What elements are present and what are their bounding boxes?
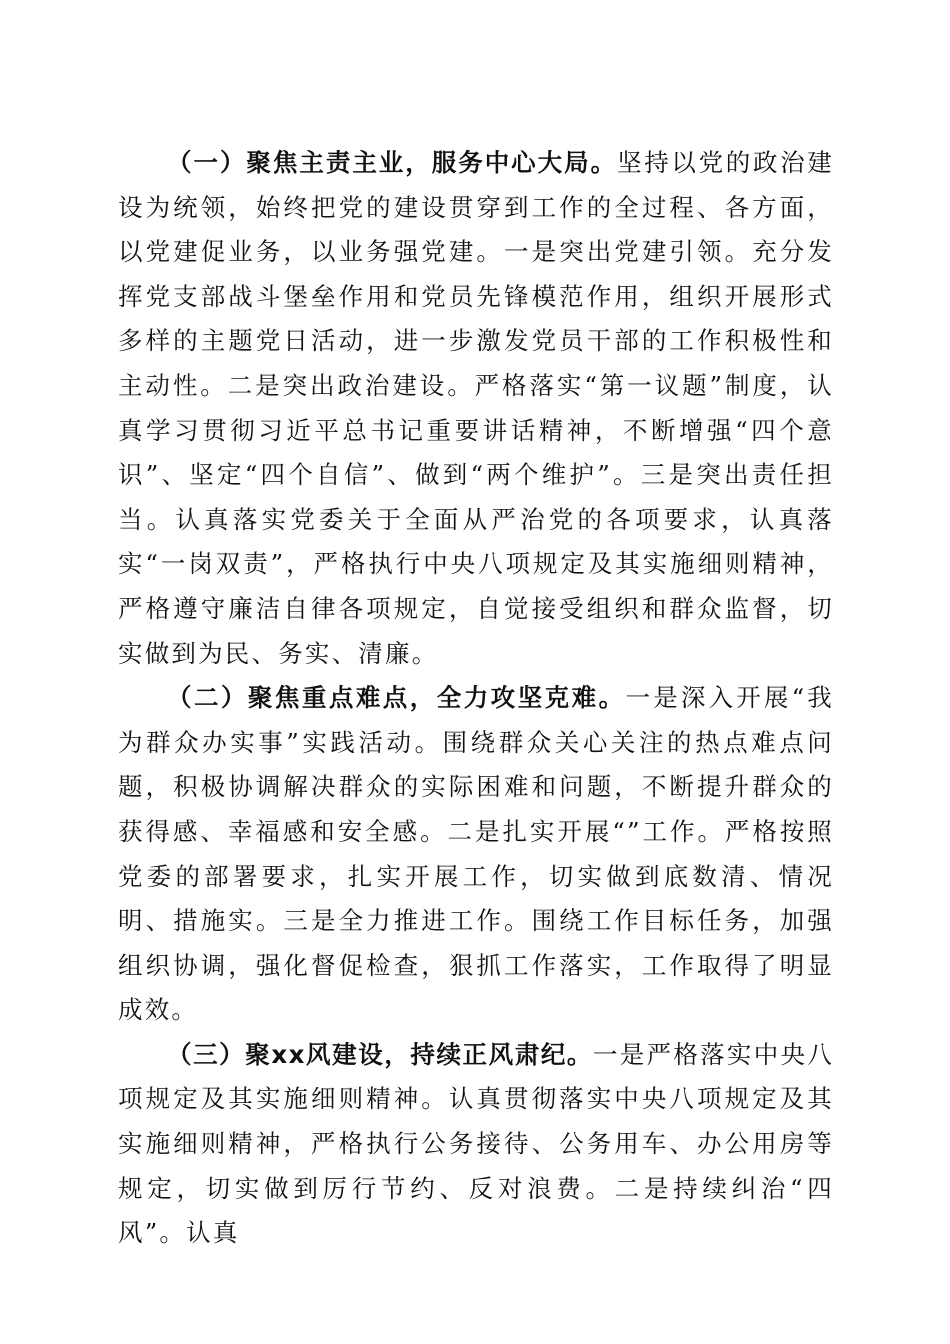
paragraph-2-heading: （二）聚焦重点难点，全力攻坚克难。	[167, 683, 626, 713]
document-body	[118, 141, 834, 1256]
paragraph-3-text: 一是严格落实中央八项规定及其实施细则精神。认真贯彻落实中央八项规定及其实施细则精神，严格执行公务接待、公务用车、办公用房等规定，切实做到厉行节约、反对浪费。二是持续纠治“四风”。认真	[118, 1039, 834, 1248]
paragraph-3	[118, 1033, 834, 1256]
paragraph-2	[118, 676, 834, 1033]
paragraph-3-heading: （三）聚xx风建设，持续正风肃纪。	[167, 1039, 593, 1069]
paragraph-2-text: 一是深入开展“我为群众办实事”实践活动。围绕群众关心关注的热点难点问题，积极协调解决群众的实际困难和问题，不断提升群众的获得感、幸福感和安全感。二是扎实开展“”工作。严格按照党委的部署要求，扎实开展工作，切实做到底数清、情况明、措施实。三是全力推进工作。围绕工作目标任务，加强组织协调，强化督促检查，狠抓工作落实，工作取得了明显成效。	[118, 683, 835, 1025]
paragraph-1-heading: （一）聚焦主责主业，服务中心大局。	[167, 148, 618, 177]
paragraph-1-text: 坚持以党的政治建设为统领，始终把党的建设贯穿到工作的全过程、各方面，以党建促业务，以业务强党建。一是突出党建引领。充分发挥党支部战斗堡垒作用和党员先锋模范作用，组织开展形式多样的主题党日活动，进一步激发党员干部的工作积极性和主动性。二是突出政治建设。严格落实“第一议题”制度，认真学习贯彻习近平总书记重要讲话精神，不断增强“四个意识”、坚定“四个自信”、做到“两个维护”。三是突出责任担当。认真落实党委关于全面从严治党的各项要求，认真落实“一岗双责”，严格执行中央八项规定及其实施细则精神，严格遵守廉洁自律各项规定，自觉接受组织和群众监督，切实做到为民、务实、清廉。	[118, 148, 834, 668]
paragraph-1	[118, 141, 834, 676]
